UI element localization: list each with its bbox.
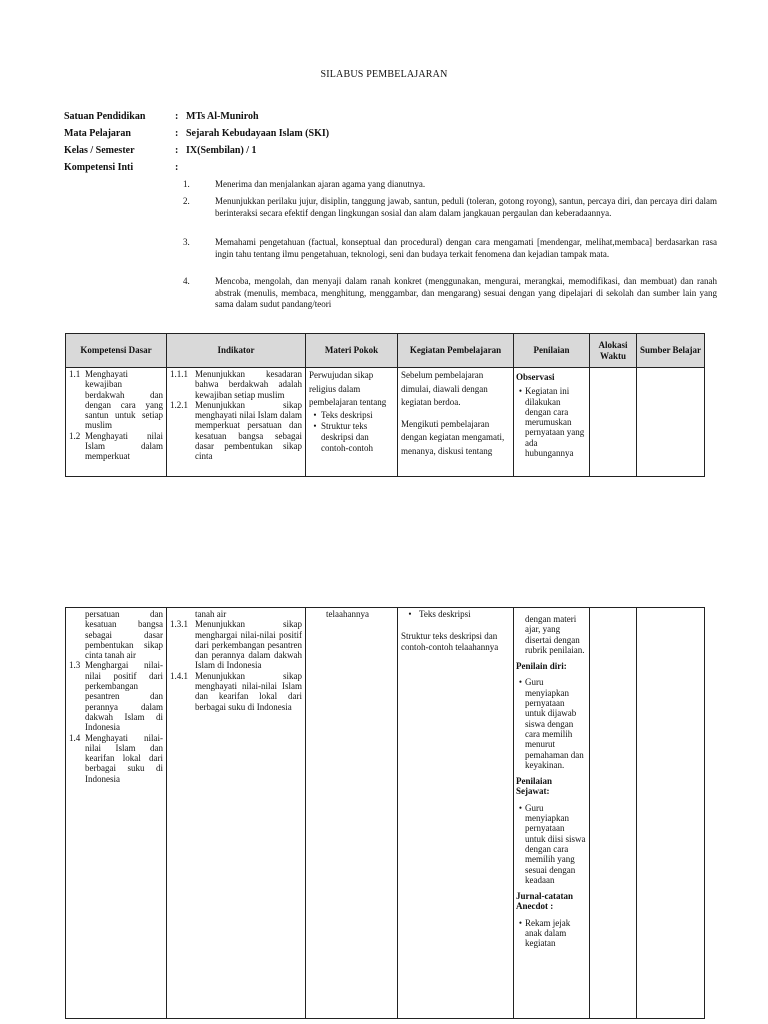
info-colon: :	[175, 162, 179, 173]
table-row	[66, 608, 705, 1019]
penilaian-bullet: Guru menyiapkan pernyataan untuk diisi siswa dengan cara memilih yang sesuai dengan keadaan	[525, 802, 586, 885]
ki-text: Menerima dan menjalankan ajaran agama yang dianutnya.	[215, 179, 426, 189]
indikator-number: 1.1.1	[170, 369, 188, 379]
alokasi-waktu-cell	[590, 608, 637, 1019]
indikator-number: 1.4.1	[170, 670, 188, 681]
indikator-cell	[167, 368, 306, 477]
info-value: MTs Al-Muniroh	[186, 111, 259, 122]
kd-number: 1.4	[69, 732, 81, 743]
indikator-text: Menunjukkan sikap menghayati nilai-nilai Islam dan kearifan lokal dari berbagai suku di Indonesia	[195, 670, 302, 712]
materi-pokok-cell	[306, 368, 398, 477]
ki-number: 2.	[183, 196, 190, 206]
penilaian-bullet: Rekam jejak anak dalam kegiatan	[525, 917, 571, 949]
indikator-cell	[167, 608, 306, 1019]
sumber-belajar-cell	[637, 608, 705, 1019]
header-kegiatan-pembelajaran: Kegiatan Pembelajaran	[398, 334, 514, 368]
materi-pokok-cell	[306, 608, 398, 1019]
info-label: Mata Pelajaran	[64, 128, 131, 139]
kegiatan-pembelajaran-cell	[398, 608, 514, 1019]
kd-number: 1.3	[69, 660, 81, 671]
bullet-icon: •	[313, 420, 317, 431]
info-colon: :	[175, 145, 179, 156]
materi-bullet: Teks deskripsi	[321, 409, 373, 420]
info-colon: :	[175, 111, 179, 122]
info-label: Kelas / Semester	[64, 145, 135, 156]
header-sumber-belajar: Sumber Belajar	[637, 334, 705, 368]
bullet-icon: •	[313, 409, 317, 420]
kegiatan-text: Mengikuti pembelajaran dengan kegiatan mengamati, menanya, diskusi tentang	[401, 418, 505, 456]
kegiatan-text: Sebelum pembelajaran dimulai, diawali dengan kegiatan berdoa.	[401, 370, 488, 407]
kegiatan-pembelajaran-cell	[398, 368, 514, 477]
table-row	[66, 368, 705, 477]
kd-number: 1.1	[69, 369, 81, 379]
indikator-continuation: tanah air	[195, 609, 227, 619]
ki-number: 4.	[183, 276, 190, 286]
kd-text: Menghayati nilai Islam dalam memperkuat	[85, 430, 163, 462]
indikator-text: Menunjukkan sikap menghayati nilai Islam dalam memperkuat persatuan dan kesatuan bangsa sebagai dasar pembentukan sikap cinta	[195, 399, 302, 462]
table-header-row	[66, 334, 705, 368]
header-kompetensi-dasar: Kompetensi Dasar	[66, 334, 167, 368]
info-label: Satuan Pendidikan	[64, 111, 146, 122]
header-penilaian: Penilaian	[514, 334, 590, 368]
penilaian-heading: Jurnal-catatan Anecdot :	[516, 891, 573, 912]
kompetensi-dasar-cell	[66, 368, 167, 477]
penilaian-bullet: Kegiatan ini dilakukan dengan cara merumuskan pernyataan yang ada hubungannya	[525, 386, 585, 459]
info-value: IX(Sembilan) / 1	[186, 145, 257, 156]
indikator-number: 1.2.1	[170, 399, 188, 410]
kd-text: Menghayati nilai-nilai Islam dan kearifan lokal dari berbagai suku di Indonesia	[85, 732, 163, 784]
kompetensi-dasar-cell	[66, 608, 167, 1019]
header-alokasi-waktu: Alokasi Waktu	[590, 334, 637, 368]
syllabus-table-part-1	[65, 333, 705, 477]
kd-text: Menghayati kewajiban berdakwah dan dengan cara yang santun untuk setiap muslim	[85, 369, 163, 431]
ki-text: Menunjukkan perilaku jujur, disiplin, tanggung jawab, santun, peduli (toleran, gotong royong), santun, percaya diri, dan percaya diri dalam berinteraksi secara efektif dengan lingkungan sosial dan alam dalam jangkauan pergaulan dan keberadaannya.	[215, 196, 717, 218]
ki-number: 3.	[183, 237, 190, 247]
penilaian-continuation: dengan materi ajar, yang disertai dengan rubrik penilaian.	[525, 614, 585, 655]
penilaian-heading: Penilaian Sejawat:	[516, 776, 553, 797]
kd-number: 1.2	[69, 430, 81, 441]
kegiatan-text: Struktur teks deskripsi dan contoh-contoh telaahannya	[401, 631, 499, 652]
header-indikator: Indikator	[167, 334, 306, 368]
bullet-icon: •	[518, 386, 523, 397]
info-value: Sejarah Kebudayaan Islam (SKI)	[186, 128, 330, 139]
penilaian-cell	[514, 608, 590, 1019]
penilaian-cell	[514, 368, 590, 477]
materi-text: telaahannya	[326, 609, 369, 619]
bullet-icon: •	[518, 917, 523, 928]
syllabus-table-part-2	[65, 607, 705, 1019]
bullet-icon: •	[518, 677, 523, 688]
header-materi-pokok: Materi Pokok	[306, 334, 398, 368]
penilaian-heading: Penilain diri:	[516, 661, 567, 672]
materi-bullet: Struktur teks deskripsi dan contoh-contoh	[321, 420, 373, 453]
info-label: Kompetensi Inti	[64, 162, 134, 173]
ki-text: Memahami pengetahuan (factual, konseptual dan procedural) dengan cara mengamati [mendengar, melihat,membaca] berdasarkan rasa ingin tahu tentang ilmu pengetahuan, teknologi, seni dan budaya terkait fenomena dan kejadian tampak mata.	[215, 237, 717, 259]
kd-continuation: persatuan dan kesatuan bangsa sebagai dasar pembentukan sikap cinta tanah air	[85, 609, 163, 661]
indikator-text: Menunjukkan kesadaran bahwa berdakwah adalah kewajiban setiap muslim	[195, 369, 302, 400]
ki-text: Mencoba, mengolah, dan menyaji dalam ranah konkret (menggunakan, mengurai, merangkai, memodifikasi, dan membuat) dan ranah abstrak (menulis, membaca, menghitung, menggambar, dan mengarang) sesuai dengan yang dipelajari di sekolah dan sumber lain yang sama dalam sudut pandang/teori	[215, 276, 717, 309]
bullet-icon: •	[518, 802, 523, 813]
bullet-icon: •	[408, 609, 412, 619]
alokasi-waktu-cell	[590, 368, 637, 477]
penilaian-bullet: Guru menyiapkan pernyataan untuk dijawab siswa dengan cara memilih menurut pemahaman dan keyakinan.	[525, 677, 584, 770]
indikator-text: Menunjukkan sikap menghargai nilai-nilai positif dari perkembangan pesantren dan perannya dalam dakwah Islam di Indonesia	[195, 619, 302, 671]
indikator-number: 1.3.1	[170, 619, 188, 630]
sumber-belajar-cell	[637, 368, 705, 477]
kd-text: Menghargai nilai-nilai positif dari perkembangan pesantren dan perannya dalam dakwah Islam di Indonesia	[85, 660, 163, 733]
kegiatan-bullet: Teks deskripsi	[419, 609, 471, 619]
materi-intro: Perwujudan sikap religius dalam pembelajaran tentang	[309, 370, 387, 407]
penilaian-heading: Observasi	[516, 372, 555, 382]
ki-number: 1.	[183, 179, 190, 189]
document-title: SILABUS PEMBELAJARAN	[320, 69, 448, 80]
info-colon: :	[175, 128, 179, 139]
